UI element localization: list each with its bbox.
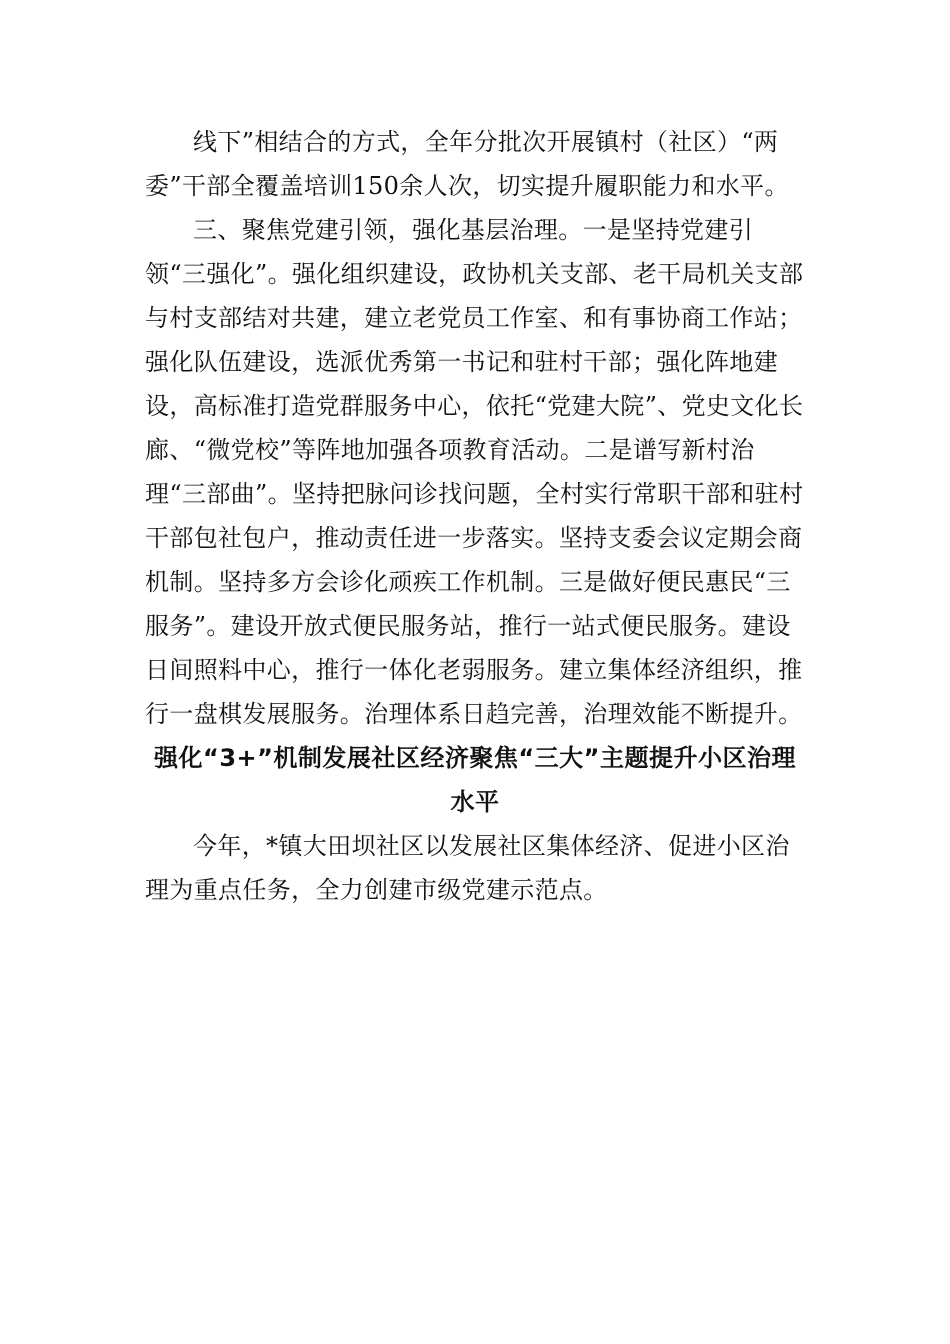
article-intro-paragraph: 今年，*镇大田坝社区以发展社区集体经济、促进小区治理为重点任务，全力创建市级党建示范点。 — [145, 832, 790, 904]
article-heading: 强化“3+”机制发展社区经济聚焦“三大”主题提升小区治理水平 — [154, 744, 796, 816]
paragraph-training-continued: 线下”相结合的方式，全年分批次开展镇村（社区）“两委”干部全覆盖培训150余人次，切实提升履职能力和水平。 — [145, 128, 789, 200]
document-body — [145, 120, 805, 912]
paragraph-party-building: 三、聚焦党建引领，强化基层治理。一是坚持党建引领“三强化”。强化组织建设，政协机关支部、老干局机关支部与村支部结对共建，建立老党员工作室、和有事协商工作站；强化队伍建设，选派优秀第一书记和驻村干部；强化阵地建设，高标准打造党群服务中心，依托“党建大院”、党史文化长廊、“微党校”等阵地加强各项教育活动。二是谱写新村治理“三部曲”。坚持把脉问诊找问题，全村实行常职干部和驻村干部包社包户，推动责任进一步落实。坚持支委会议定期会商机制。坚持多方会诊化顽疾工作机制。三是做好便民惠民“三服务”。建设开放式便民服务站，推行一站式便民服务。建设日间照料中心，推行一体化老弱服务。建立集体经济组织，推行一盘棋发展服务。治理体系日趋完善，治理效能不断提升。 — [145, 216, 804, 728]
